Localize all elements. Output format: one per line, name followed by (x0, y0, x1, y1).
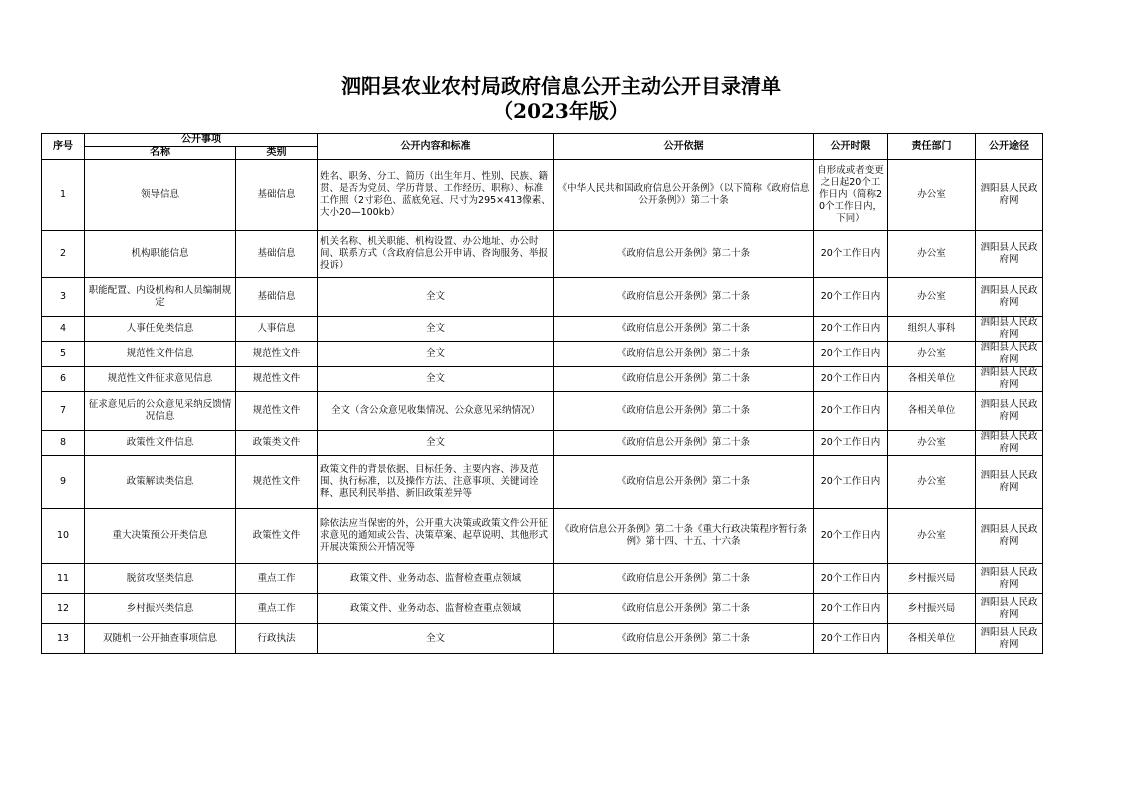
header-channel: 公开途径 (976, 134, 1043, 160)
cell-channel: 泗阳县人民政府网 (976, 392, 1043, 431)
cell-seq: 1 (42, 160, 85, 231)
cell-channel: 泗阳县人民政府网 (976, 456, 1043, 509)
cell-name: 领导信息 (85, 160, 236, 231)
cell-basis: 《政府信息公开条例》第二十条《重大行政决策程序暂行条例》第十四、十五、十六条 (554, 509, 814, 564)
cell-category: 人事信息 (236, 317, 318, 342)
cell-channel: 泗阳县人民政府网 (976, 564, 1043, 594)
cell-seq: 2 (42, 231, 85, 278)
cell-seq: 8 (42, 431, 85, 456)
cell-time: 20个工作日内 (814, 392, 888, 431)
table-row (42, 594, 1043, 624)
table-row (42, 342, 1043, 367)
table-row (42, 456, 1043, 509)
document-title: 泗阳县农业农村局政府信息公开主动公开目录清单 (341, 74, 781, 98)
cell-content: 政策文件、业务动态、监督检查重点领域 (318, 594, 554, 624)
table-row (42, 317, 1043, 342)
table-row (42, 367, 1043, 392)
cell-seq: 11 (42, 564, 85, 594)
cell-category: 规范性文件 (236, 392, 318, 431)
cell-basis: 《政府信息公开条例》第二十条 (554, 456, 814, 509)
cell-basis: 《政府信息公开条例》第二十条 (554, 367, 814, 392)
cell-name: 人事任免类信息 (85, 317, 236, 342)
cell-content: 全文（含公众意见收集情况、公众意见采纳情况） (318, 392, 554, 431)
cell-name: 征求意见后的公众意见采纳反馈情况信息 (85, 392, 236, 431)
cell-category: 政策性文件 (236, 509, 318, 564)
cell-channel: 泗阳县人民政府网 (976, 160, 1043, 231)
header-content: 公开内容和标准 (318, 134, 554, 160)
cell-category: 行政执法 (236, 624, 318, 654)
cell-channel: 泗阳县人民政府网 (976, 624, 1043, 654)
table-row (42, 160, 1043, 231)
cell-basis: 《政府信息公开条例》第二十条 (554, 231, 814, 278)
cell-category: 重点工作 (236, 564, 318, 594)
cell-dept: 乡村振兴局 (888, 564, 976, 594)
cell-category: 规范性文件 (236, 367, 318, 392)
cell-seq: 10 (42, 509, 85, 564)
cell-name: 重大决策预公开类信息 (85, 509, 236, 564)
cell-seq: 12 (42, 594, 85, 624)
cell-time: 20个工作日内 (814, 624, 888, 654)
cell-name: 政策解读类信息 (85, 456, 236, 509)
cell-seq: 9 (42, 456, 85, 509)
cell-dept: 办公室 (888, 431, 976, 456)
cell-seq: 3 (42, 278, 85, 317)
cell-category: 重点工作 (236, 594, 318, 624)
cell-content: 全文 (318, 342, 554, 367)
cell-content: 全文 (318, 431, 554, 456)
cell-dept: 办公室 (888, 231, 976, 278)
header-basis: 公开依据 (554, 134, 814, 160)
cell-dept: 办公室 (888, 509, 976, 564)
cell-dept: 办公室 (888, 160, 976, 231)
table-row (42, 624, 1043, 654)
cell-seq: 13 (42, 624, 85, 654)
header-item: 公开事项 (85, 134, 318, 147)
table-row (42, 431, 1043, 456)
cell-time: 20个工作日内 (814, 342, 888, 367)
table-body (42, 160, 1043, 654)
header-category: 类别 (236, 147, 318, 160)
cell-name: 脱贫攻坚类信息 (85, 564, 236, 594)
cell-basis: 《政府信息公开条例》第二十条 (554, 564, 814, 594)
cell-category: 政策类文件 (236, 431, 318, 456)
cell-channel: 泗阳县人民政府网 (976, 342, 1043, 367)
table-row (42, 564, 1043, 594)
cell-dept: 各相关单位 (888, 367, 976, 392)
table-row (42, 278, 1043, 317)
cell-basis: 《政府信息公开条例》第二十条 (554, 431, 814, 456)
cell-basis: 《政府信息公开条例》第二十条 (554, 342, 814, 367)
cell-dept: 办公室 (888, 278, 976, 317)
cell-time: 20个工作日内 (814, 564, 888, 594)
cell-category: 基础信息 (236, 160, 318, 231)
cell-channel: 泗阳县人民政府网 (976, 317, 1043, 342)
cell-content: 政策文件、业务动态、监督检查重点领域 (318, 564, 554, 594)
cell-content: 政策文件的背景依据、目标任务、主要内容、涉及范围、执行标准，以及操作方法、注意事项、关键词诠释、惠民利民举措、新旧政策差异等 (318, 456, 554, 509)
cell-time: 20个工作日内 (814, 317, 888, 342)
table-row (42, 392, 1043, 431)
cell-name: 乡村振兴类信息 (85, 594, 236, 624)
table-row (42, 231, 1043, 278)
document-subtitle: （2023年版） (493, 99, 629, 123)
cell-category: 基础信息 (236, 278, 318, 317)
cell-time: 20个工作日内 (814, 509, 888, 564)
cell-channel: 泗阳县人民政府网 (976, 231, 1043, 278)
cell-channel: 泗阳县人民政府网 (976, 509, 1043, 564)
cell-category: 基础信息 (236, 231, 318, 278)
disclosure-table (41, 133, 1043, 654)
cell-dept: 办公室 (888, 342, 976, 367)
cell-content: 姓名、职务、分工、简历（出生年月、性别、民族、籍贯、是否为党员、学历背景、工作经历、职称）、标准工作照（2寸彩色、蓝底免冠、尺寸为295×413像素、大小20—100kb） (318, 160, 554, 231)
cell-name: 职能配置、内设机构和人员编制规定 (85, 278, 236, 317)
cell-dept: 各相关单位 (888, 392, 976, 431)
cell-basis: 《政府信息公开条例》第二十条 (554, 317, 814, 342)
cell-basis: 《中华人民共和国政府信息公开条例》（以下简称《政府信息公开条例》）第二十条 (554, 160, 814, 231)
cell-seq: 4 (42, 317, 85, 342)
cell-time: 20个工作日内 (814, 278, 888, 317)
cell-time: 自形成或者变更之日起20个工作日内（简称20个工作日内，下同） (814, 160, 888, 231)
cell-dept: 办公室 (888, 456, 976, 509)
header-seq: 序号 (42, 134, 85, 160)
cell-name: 规范性文件征求意见信息 (85, 367, 236, 392)
cell-category: 规范性文件 (236, 456, 318, 509)
cell-name: 规范性文件信息 (85, 342, 236, 367)
cell-time: 20个工作日内 (814, 594, 888, 624)
cell-basis: 《政府信息公开条例》第二十条 (554, 278, 814, 317)
cell-channel: 泗阳县人民政府网 (976, 594, 1043, 624)
cell-channel: 泗阳县人民政府网 (976, 431, 1043, 456)
header-dept: 责任部门 (888, 134, 976, 160)
cell-seq: 5 (42, 342, 85, 367)
cell-time: 20个工作日内 (814, 431, 888, 456)
header-name: 名称 (85, 147, 236, 160)
cell-name: 机构职能信息 (85, 231, 236, 278)
cell-channel: 泗阳县人民政府网 (976, 367, 1043, 392)
cell-time: 20个工作日内 (814, 367, 888, 392)
cell-basis: 《政府信息公开条例》第二十条 (554, 594, 814, 624)
cell-basis: 《政府信息公开条例》第二十条 (554, 624, 814, 654)
cell-name: 政策性文件信息 (85, 431, 236, 456)
cell-content: 全文 (318, 367, 554, 392)
cell-time: 20个工作日内 (814, 231, 888, 278)
cell-content: 全文 (318, 278, 554, 317)
cell-content: 全文 (318, 317, 554, 342)
cell-content: 除依法应当保密的外，公开重大决策或政策文件公开征求意见的通知或公告、决策草案、起草说明、其他形式开展决策预公开情况等 (318, 509, 554, 564)
cell-basis: 《政府信息公开条例》第二十条 (554, 392, 814, 431)
cell-category: 规范性文件 (236, 342, 318, 367)
cell-time: 20个工作日内 (814, 456, 888, 509)
cell-content: 机关名称、机关职能、机构设置、办公地址、办公时间、联系方式（含政府信息公开申请、咨询服务、举报投诉） (318, 231, 554, 278)
cell-name: 双随机一公开抽查事项信息 (85, 624, 236, 654)
table-row (42, 509, 1043, 564)
cell-seq: 6 (42, 367, 85, 392)
cell-dept: 乡村振兴局 (888, 594, 976, 624)
cell-content: 全文 (318, 624, 554, 654)
cell-seq: 7 (42, 392, 85, 431)
header-time: 公开时限 (814, 134, 888, 160)
cell-dept: 各相关单位 (888, 624, 976, 654)
cell-channel: 泗阳县人民政府网 (976, 278, 1043, 317)
cell-dept: 组织人事科 (888, 317, 976, 342)
